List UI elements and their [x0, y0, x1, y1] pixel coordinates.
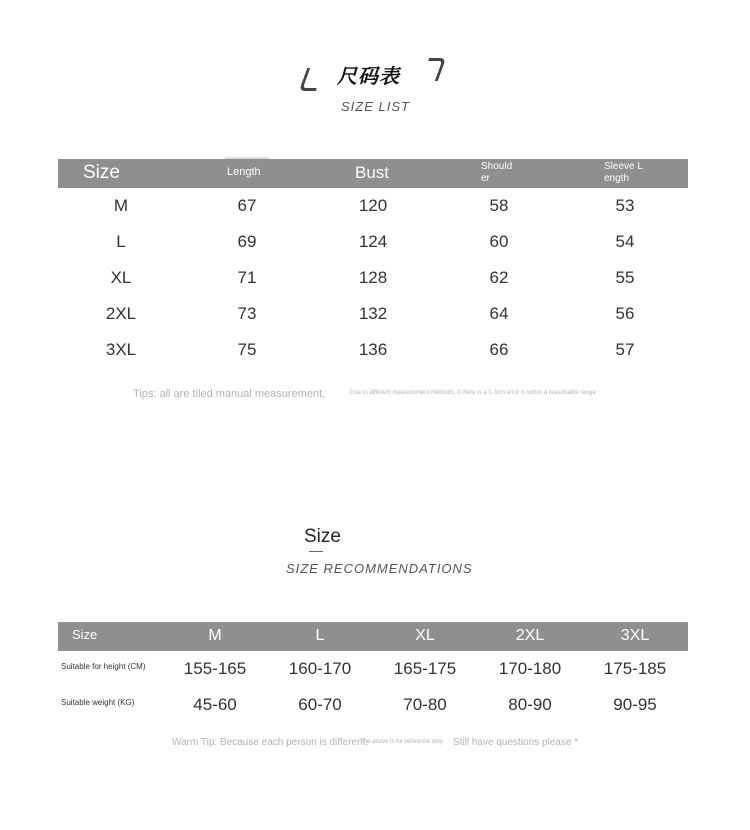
cell-bust: 136 [358, 340, 388, 359]
cell-bust: 124 [358, 232, 388, 251]
rec-header-size: XL [415, 627, 435, 644]
size-rec-title-underline [309, 551, 323, 552]
header-shoulder-line2: er [481, 173, 490, 184]
cell-size: 2XL [105, 304, 137, 323]
header-bust: Bust [355, 163, 390, 182]
cell-sleeve: 56 [615, 304, 635, 323]
cell-size: 3XL [105, 340, 137, 359]
cell-shoulder: 66 [489, 340, 509, 359]
right-bracket-decoration [421, 58, 446, 81]
height-value: 175-185 [603, 659, 667, 678]
weight-value: 45-60 [193, 695, 237, 714]
size-rec-subtitle: SIZE RECOMMENDATIONS [286, 561, 473, 576]
header-sleeve-line1: Sleeve L [604, 161, 643, 172]
cell-size: XL [110, 268, 132, 287]
cell-sleeve: 55 [615, 268, 635, 287]
cell-length: 75 [237, 340, 257, 359]
cell-shoulder: 58 [489, 196, 509, 215]
header-shoulder-line1: Should [481, 161, 513, 172]
rec-header-size: M [208, 627, 222, 644]
cell-length: 73 [237, 304, 257, 323]
rec-header-label: Size [72, 627, 98, 642]
cell-bust: 128 [358, 268, 388, 287]
size-list-subtitle: SIZE LIST [341, 99, 410, 114]
header-size: Size [83, 162, 120, 183]
cell-size: M [113, 196, 129, 215]
cell-sleeve: 57 [615, 340, 635, 359]
cell-shoulder: 62 [489, 268, 509, 287]
height-value: 170-180 [498, 659, 562, 678]
weight-value: 90-95 [613, 695, 657, 714]
cell-bust: 120 [358, 196, 388, 215]
size-rec-tip-small: The above is for reference only. [360, 739, 444, 745]
weight-value: 80-90 [508, 695, 552, 714]
height-label: Suitable for height (CM) [61, 662, 146, 671]
size-rec-tip: Warm Tip: Because each person is different, [172, 737, 369, 748]
size-list-title-cn: 尺码表 [337, 64, 400, 88]
cell-sleeve: 54 [615, 232, 635, 251]
weight-value: 60-70 [298, 695, 342, 714]
cell-size: L [116, 232, 126, 251]
cell-sleeve: 53 [615, 196, 635, 215]
cell-length: 71 [237, 268, 257, 287]
cell-length: 67 [237, 196, 257, 215]
cell-bust: 132 [358, 304, 388, 323]
size-list-tip: Tips: all are tiled manual measurement, [133, 388, 326, 400]
size-rec-title: Size [304, 526, 341, 547]
header-length: Length [227, 166, 261, 178]
height-value: 155-165 [183, 659, 247, 678]
height-value: 160-170 [288, 659, 352, 678]
size-list-tip-small: Due to different measurement methods, if there is a 1-3cm error is within a reasonable range [350, 390, 596, 396]
rec-header-size: 2XL [515, 627, 545, 644]
size-rec-tip-end: Still have questions please * [453, 737, 579, 748]
left-bracket-decoration [299, 68, 324, 91]
cell-shoulder: 64 [489, 304, 509, 323]
header-accent-line [225, 157, 269, 159]
rec-header-size: L [315, 627, 325, 644]
cell-length: 69 [237, 232, 257, 251]
header-sleeve-line2: ength [604, 173, 630, 184]
weight-label: Suitable weight (KG) [61, 698, 135, 707]
height-value: 165-175 [393, 659, 457, 678]
weight-value: 70-80 [403, 695, 447, 714]
cell-shoulder: 60 [489, 232, 509, 251]
rec-header-size: 3XL [620, 627, 650, 644]
size-rec-header-bar [58, 622, 688, 651]
